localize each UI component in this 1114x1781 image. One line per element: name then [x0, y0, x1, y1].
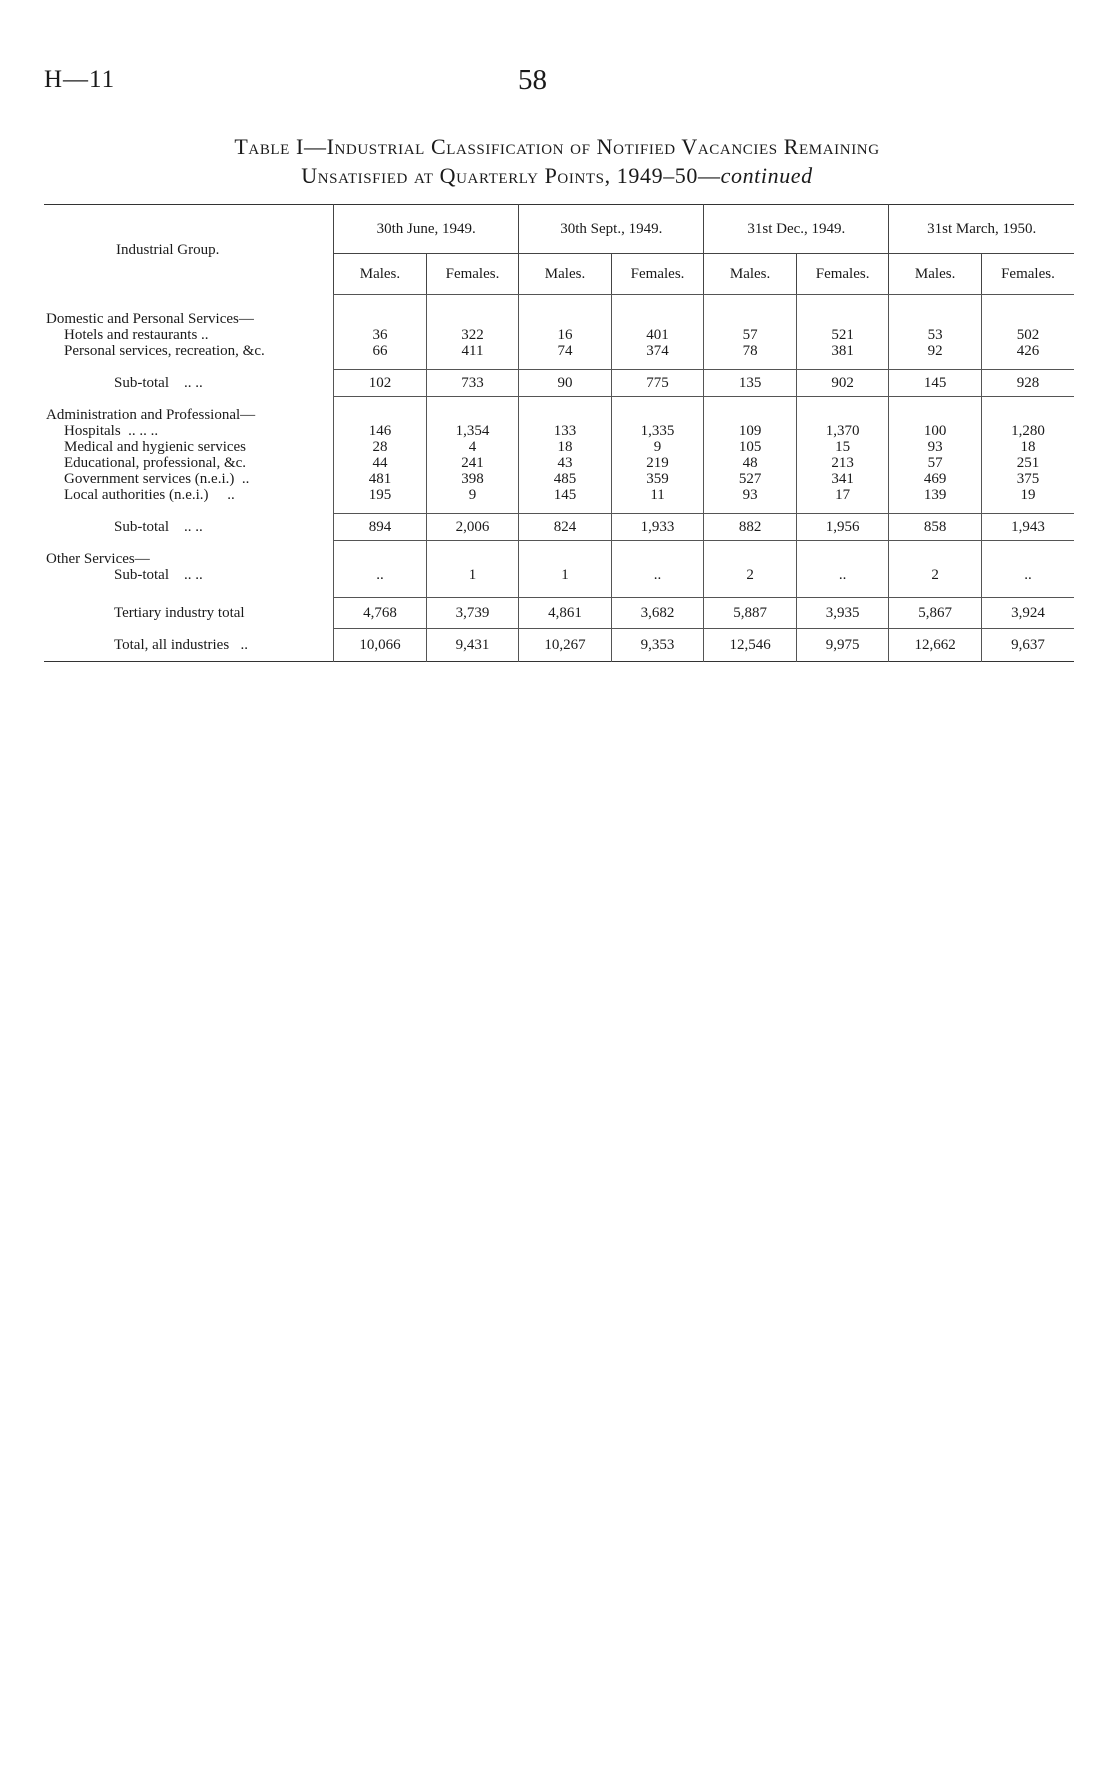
cell-value: 9,637	[981, 629, 1074, 662]
cell-value: 359	[611, 471, 704, 487]
cell-value: 78	[704, 343, 797, 359]
row-label: Tertiary industry total	[114, 605, 245, 621]
vacancies-table	[44, 204, 1074, 662]
table-row	[44, 423, 1074, 439]
cell-value: 93	[704, 487, 797, 503]
table-row	[44, 487, 1074, 503]
cell-value: 341	[796, 471, 889, 487]
cell-value: 4	[426, 439, 519, 455]
period-header: 31st Dec., 1949.	[704, 205, 889, 254]
cell-value: 9,975	[796, 629, 889, 662]
cell-value: 12,546	[704, 629, 797, 662]
subtotal-row	[44, 567, 1074, 598]
females-header: Females.	[426, 254, 519, 295]
females-header: Females.	[981, 254, 1074, 295]
cell-value: 374	[611, 343, 704, 359]
cell-value: 3,935	[796, 598, 889, 629]
cell-value: 146	[334, 423, 427, 439]
cell-value: 241	[426, 455, 519, 471]
cell-value: 92	[889, 343, 982, 359]
cell-value: 9	[426, 487, 519, 503]
table-row	[44, 471, 1074, 487]
cell-value: 135	[704, 370, 797, 397]
title-line-2-italic: continued	[720, 163, 813, 188]
table-title	[40, 132, 1074, 190]
industrial-group-header: Industrial Group.	[116, 241, 220, 258]
cell-value: 481	[334, 471, 427, 487]
cell-value: 1	[426, 567, 519, 598]
cell-value: 93	[889, 439, 982, 455]
cell-value: 2	[889, 567, 982, 598]
cell-value: 3,682	[611, 598, 704, 629]
cell-value: 43	[519, 455, 612, 471]
cell-value: 18	[981, 439, 1074, 455]
table-row	[44, 327, 1074, 343]
cell-value: 28	[334, 439, 427, 455]
cell-value: 4,768	[334, 598, 427, 629]
cell-value: 5,867	[889, 598, 982, 629]
males-header: Males.	[889, 254, 982, 295]
cell-value: 3,739	[426, 598, 519, 629]
cell-value: ..	[981, 567, 1074, 598]
cell-value: ..	[611, 567, 704, 598]
row-label: Hospitals .. .. ..	[64, 423, 159, 439]
row-label: Medical and hygienic services	[64, 439, 247, 455]
cell-value: 9	[611, 439, 704, 455]
cell-value: 17	[796, 487, 889, 503]
cell-value: 102	[334, 370, 427, 397]
cell-value: 1,370	[796, 423, 889, 439]
row-label: Local authorities (n.e.i.) ..	[64, 487, 235, 503]
cell-value: 66	[334, 343, 427, 359]
cell-value: 139	[889, 487, 982, 503]
cell-value: 411	[426, 343, 519, 359]
period-header: 31st March, 1950.	[889, 205, 1074, 254]
cell-value: 2,006	[426, 514, 519, 541]
table-row	[44, 455, 1074, 471]
cell-value: 521	[796, 327, 889, 343]
page-number: 58	[518, 64, 547, 96]
cell-value: 894	[334, 514, 427, 541]
cell-value: 100	[889, 423, 982, 439]
cell-value: 145	[519, 487, 612, 503]
males-header: Males.	[334, 254, 427, 295]
cell-value: 105	[704, 439, 797, 455]
cell-value: 1,933	[611, 514, 704, 541]
row-label: Hotels and restaurants ..	[64, 327, 209, 343]
page-reference: H—11	[44, 66, 116, 93]
cell-value: 11	[611, 487, 704, 503]
cell-value: 15	[796, 439, 889, 455]
cell-value: 10,267	[519, 629, 612, 662]
cell-value: 502	[981, 327, 1074, 343]
period-header: 30th June, 1949.	[334, 205, 519, 254]
title-line-2	[40, 161, 1074, 190]
section-heading-row	[44, 407, 1074, 423]
cell-value: 1	[519, 567, 612, 598]
tertiary-total-row	[44, 598, 1074, 629]
cell-value: 1,943	[981, 514, 1074, 541]
cell-value: 9,353	[611, 629, 704, 662]
row-label: Government services (n.e.i.) ..	[64, 471, 250, 487]
period-header: 30th Sept., 1949.	[519, 205, 704, 254]
cell-value: 251	[981, 455, 1074, 471]
subtotal-row	[44, 514, 1074, 541]
cell-value: 1,956	[796, 514, 889, 541]
cell-value: 1,335	[611, 423, 704, 439]
cell-value: 775	[611, 370, 704, 397]
cell-value: 44	[334, 455, 427, 471]
cell-value: 858	[889, 514, 982, 541]
cell-value: 824	[519, 514, 612, 541]
cell-value: 109	[704, 423, 797, 439]
section-heading-row	[44, 311, 1074, 327]
cell-value: 3,924	[981, 598, 1074, 629]
cell-value: 90	[519, 370, 612, 397]
section-heading: Other Services—	[46, 551, 150, 567]
subtotal-row	[44, 370, 1074, 397]
cell-value: 145	[889, 370, 982, 397]
row-label: Sub-total .. ..	[114, 375, 203, 391]
cell-value: 53	[889, 327, 982, 343]
females-header: Females.	[796, 254, 889, 295]
cell-value: 485	[519, 471, 612, 487]
row-label: Sub-total .. ..	[114, 519, 203, 535]
cell-value: 426	[981, 343, 1074, 359]
row-label: Sub-total .. ..	[114, 567, 203, 583]
cell-value: 1,354	[426, 423, 519, 439]
cell-value: 2	[704, 567, 797, 598]
cell-value: 1,280	[981, 423, 1074, 439]
cell-value: 9,431	[426, 629, 519, 662]
cell-value: 57	[889, 455, 982, 471]
cell-value: 12,662	[889, 629, 982, 662]
row-label: Personal services, recreation, &c.	[64, 343, 265, 359]
females-header: Females.	[611, 254, 704, 295]
cell-value: 381	[796, 343, 889, 359]
grand-total-row	[44, 629, 1074, 662]
cell-value: 4,861	[519, 598, 612, 629]
cell-value: 48	[704, 455, 797, 471]
row-label: Educational, professional, &c.	[64, 455, 247, 471]
cell-value: 398	[426, 471, 519, 487]
cell-value: 19	[981, 487, 1074, 503]
males-header: Males.	[704, 254, 797, 295]
cell-value: 928	[981, 370, 1074, 397]
cell-value: ..	[796, 567, 889, 598]
section-heading-row	[44, 551, 1074, 567]
cell-value: 18	[519, 439, 612, 455]
cell-value: 401	[611, 327, 704, 343]
cell-value: 74	[519, 343, 612, 359]
row-label: Total, all industries ..	[114, 636, 248, 653]
cell-value: 36	[334, 327, 427, 343]
cell-value: 195	[334, 487, 427, 503]
cell-value: 882	[704, 514, 797, 541]
males-header: Males.	[519, 254, 612, 295]
cell-value: 219	[611, 455, 704, 471]
cell-value: 133	[519, 423, 612, 439]
cell-value: 213	[796, 455, 889, 471]
section-heading: Domestic and Personal Services—	[46, 311, 254, 327]
title-line-1: Table I—Industrial Classification of Notified Vacancies Remaining	[234, 134, 880, 159]
cell-value: 902	[796, 370, 889, 397]
section-heading: Administration and Professional—	[46, 407, 256, 423]
cell-value: 733	[426, 370, 519, 397]
cell-value: 10,066	[334, 629, 427, 662]
cell-value: 57	[704, 327, 797, 343]
cell-value: ..	[334, 567, 427, 598]
title-line-2-main: Unsatisfied at Quarterly Points, 1949–50—	[301, 163, 721, 188]
cell-value: 469	[889, 471, 982, 487]
cell-value: 5,887	[704, 598, 797, 629]
table-row	[44, 343, 1074, 359]
cell-value: 527	[704, 471, 797, 487]
cell-value: 375	[981, 471, 1074, 487]
cell-value: 16	[519, 327, 612, 343]
cell-value: 322	[426, 327, 519, 343]
table-row	[44, 439, 1074, 455]
